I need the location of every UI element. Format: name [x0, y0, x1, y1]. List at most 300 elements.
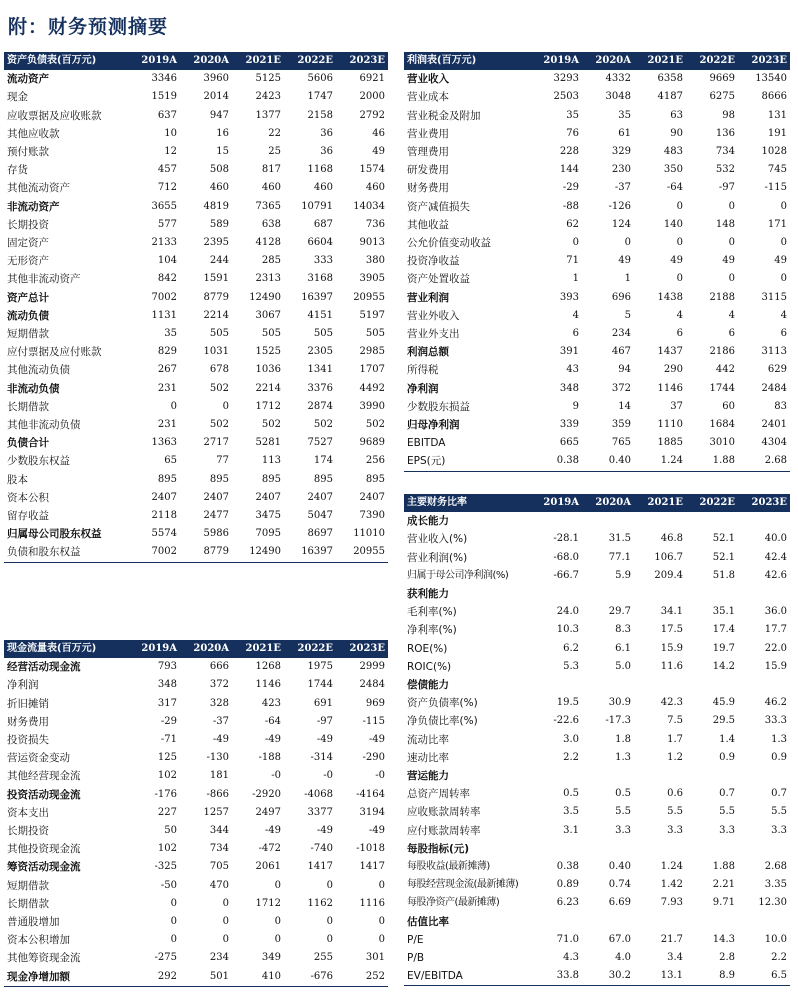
cell-value: 1110: [657, 419, 683, 431]
cell-value: 0: [780, 237, 787, 249]
row-label: EBITDA: [407, 437, 446, 450]
table-row: [404, 731, 790, 749]
cell-value: 4304: [761, 437, 787, 449]
cell-value: 267: [157, 364, 177, 376]
cell-value: 502: [313, 419, 333, 431]
cell-value: 1744: [709, 382, 735, 394]
cell-value: 3990: [359, 400, 385, 412]
row-label: 营运资金变动: [7, 752, 70, 765]
income-statement-table: [404, 52, 790, 472]
row-label: 普通股增加: [7, 916, 60, 929]
row-label: 偿债能力: [407, 679, 449, 692]
cell-value: 7.5: [667, 715, 683, 727]
table-row: [404, 198, 790, 216]
cell-value: 829: [157, 346, 177, 358]
cell-value: 2407: [359, 491, 385, 503]
cell-value: 2477: [203, 510, 229, 522]
cell-value: 460: [209, 182, 229, 194]
row-label: 财务费用: [407, 182, 449, 195]
table-row: [4, 179, 388, 197]
cell-value: 102: [157, 770, 177, 782]
cell-value: 705: [209, 861, 229, 873]
cell-value: 244: [209, 255, 229, 267]
row-label: ROIC(%): [407, 660, 452, 673]
row-label: 获利能力: [407, 588, 449, 601]
cell-value: 181: [209, 770, 229, 782]
cell-value: 19.7: [712, 642, 735, 654]
cell-value: 0: [170, 934, 177, 946]
row-label: 营业收入(%): [407, 533, 468, 546]
table-row: [4, 216, 388, 234]
table-row: [404, 530, 790, 548]
cell-value: -740: [310, 843, 333, 855]
table-row: [404, 567, 790, 585]
cell-value: 0.5: [615, 788, 631, 800]
cell-value: 3905: [359, 273, 385, 285]
cell-value: [634, 512, 686, 530]
cell-value: 2407: [203, 491, 229, 503]
cell-value: 532: [715, 164, 735, 176]
row-label: 资本公积增加: [7, 934, 70, 947]
year-header: 2019A: [530, 494, 582, 512]
cell-value: 0: [378, 879, 385, 891]
cell-value: 4: [572, 309, 579, 321]
year-header: 2021E: [634, 494, 686, 512]
cell-value: 6: [676, 328, 683, 340]
cell-value: 35: [566, 109, 579, 121]
row-label: 净利润: [7, 679, 39, 692]
row-label: 流动比率: [407, 733, 449, 746]
table-row: [404, 270, 790, 288]
row-label: 净利率(%): [407, 624, 457, 637]
table-row: [4, 107, 388, 125]
cell-value: 60: [722, 400, 735, 412]
table-row: [4, 70, 388, 88]
table-row: [4, 471, 388, 489]
row-label: 营业利润(%): [407, 551, 468, 564]
cell-value: 5.5: [771, 806, 787, 818]
row-label: 其他应收款: [7, 127, 60, 140]
cell-value: 0: [170, 400, 177, 412]
cell-value: -290: [362, 752, 385, 764]
cell-value: 191: [767, 127, 787, 139]
cell-value: [686, 840, 738, 858]
cell-value: 6: [572, 328, 579, 340]
cell-value: 4: [780, 309, 787, 321]
cell-value: 4: [676, 309, 683, 321]
cell-value: 3376: [307, 382, 333, 394]
cell-value: 8666: [761, 91, 787, 103]
cell-value: [634, 585, 686, 603]
cell-value: 256: [365, 455, 385, 467]
table-row: [4, 452, 388, 470]
table-row: [404, 749, 790, 767]
cell-value: 31.5: [608, 533, 631, 545]
cell-value: 502: [261, 419, 281, 431]
table-row: [404, 603, 790, 621]
cell-value: 895: [365, 473, 385, 485]
cell-value: 393: [559, 291, 579, 303]
cell-value: 11.6: [660, 660, 683, 672]
cell-value: -22.6: [553, 715, 579, 727]
year-header: 2019A: [128, 640, 180, 658]
cell-value: 0: [378, 916, 385, 928]
row-label: 资产负债率(%): [407, 697, 478, 710]
cell-value: 45.9: [712, 697, 735, 709]
cell-value: 36: [320, 127, 333, 139]
section-row: [404, 512, 790, 530]
cell-value: 0.7: [771, 788, 787, 800]
table-row: [404, 179, 790, 197]
cell-value: 9689: [359, 437, 385, 449]
cell-value: 17.5: [660, 624, 683, 636]
row-label: 资产处置收益: [407, 273, 470, 286]
table-row: [404, 380, 790, 398]
cell-value: 0: [222, 916, 229, 928]
cell-value: 49: [722, 255, 735, 267]
cell-value: 712: [157, 182, 177, 194]
cell-value: 2407: [307, 491, 333, 503]
cell-value: 329: [611, 146, 631, 158]
table-row: [4, 713, 388, 731]
cell-value: 6358: [657, 73, 683, 85]
cell-value: -64: [666, 182, 683, 194]
row-label: 所得税: [407, 364, 439, 377]
cell-value: 0: [624, 237, 631, 249]
cell-value: [738, 676, 790, 694]
table-row: [4, 489, 388, 507]
cell-value: -49: [316, 825, 333, 837]
row-label: 长期投资: [7, 218, 49, 231]
cell-value: 5.5: [719, 806, 735, 818]
cell-value: 2484: [359, 679, 385, 691]
cell-value: 37: [670, 400, 683, 412]
row-label: 流动负债: [7, 309, 49, 322]
row-label: 其他筹资现金流: [7, 952, 81, 965]
cell-value: 765: [611, 437, 631, 449]
table-header-row: [404, 494, 790, 512]
table-row: [404, 289, 790, 307]
cell-value: 76: [566, 127, 579, 139]
cell-value: 77: [216, 455, 229, 467]
table-row: [4, 822, 388, 840]
cell-value: 9013: [359, 237, 385, 249]
row-label: 归属母公司股东权益: [7, 528, 102, 541]
cell-value: -97: [718, 182, 735, 194]
cell-value: 61: [618, 127, 631, 139]
cell-value: 1.88: [712, 861, 735, 873]
table-row: [4, 913, 388, 931]
table-row: [4, 877, 388, 895]
cell-value: 5125: [255, 73, 281, 85]
cell-value: 0: [326, 934, 333, 946]
table-row: [404, 88, 790, 106]
cell-value: -1018: [356, 843, 385, 855]
cell-value: 1.8: [615, 733, 631, 745]
cell-value: 12.30: [758, 897, 787, 909]
cell-value: 505: [209, 328, 229, 340]
cell-value: 3067: [255, 309, 281, 321]
row-label: 归属于母公司净利润(%): [407, 569, 509, 581]
table-row: [4, 143, 388, 161]
cell-value: 20955: [353, 291, 385, 303]
table-row: [404, 70, 790, 88]
table-row: [4, 676, 388, 694]
section-row: [404, 767, 790, 785]
cell-value: 0: [326, 879, 333, 891]
table-row: [4, 543, 388, 562]
row-label: 其他流动负债: [7, 364, 70, 377]
table-header-row: [4, 640, 388, 658]
cell-value: 2158: [307, 109, 333, 121]
cell-value: 5.5: [667, 806, 683, 818]
cell-value: -28.1: [553, 533, 579, 545]
cell-value: [686, 676, 738, 694]
cell-value: [582, 840, 634, 858]
row-label: 营业利润: [407, 291, 449, 304]
cell-value: 1707: [359, 364, 385, 376]
cell-value: [582, 913, 634, 931]
cell-value: 7002: [151, 291, 177, 303]
row-label: 投资净收益: [407, 255, 460, 268]
cell-value: 2874: [307, 400, 333, 412]
cell-value: 817: [261, 164, 281, 176]
table-row: [404, 894, 790, 912]
table-header-label: 主要财务比率: [404, 494, 530, 512]
row-label: 流动资产: [7, 73, 49, 86]
cell-value: -314: [310, 752, 333, 764]
cell-value: 734: [715, 146, 735, 158]
cell-value: -4164: [356, 788, 385, 800]
table-row: [4, 731, 388, 749]
cell-value: 1363: [151, 437, 177, 449]
cell-value: 3.3: [667, 824, 683, 836]
table-row: [4, 786, 388, 804]
cell-value: 6921: [359, 73, 385, 85]
cell-value: [738, 585, 790, 603]
row-label: 其他非流动负债: [7, 419, 81, 432]
cell-value: 6604: [307, 237, 333, 249]
year-header: 2021E: [634, 52, 686, 70]
section-row: [404, 913, 790, 931]
table-row: [4, 88, 388, 106]
cell-value: 14: [618, 400, 631, 412]
cell-value: 508: [209, 164, 229, 176]
cell-value: 1417: [359, 861, 385, 873]
row-label: 毛利率(%): [407, 606, 457, 619]
cell-value: 460: [365, 182, 385, 194]
cell-value: 691: [313, 697, 333, 709]
row-label: 预付账款: [7, 146, 49, 159]
cell-value: 1.3: [771, 733, 787, 745]
cell-value: 3377: [307, 806, 333, 818]
cell-value: 467: [611, 346, 631, 358]
cell-value: 34.1: [660, 606, 683, 618]
cell-value: 2.2: [563, 751, 579, 763]
cell-value: 2313: [255, 273, 281, 285]
cell-value: -4068: [304, 788, 333, 800]
cell-value: 22.0: [764, 642, 787, 654]
cell-value: [686, 585, 738, 603]
cell-value: [634, 840, 686, 858]
row-label: 应付账款周转率: [407, 824, 481, 837]
cell-value: 0: [274, 916, 281, 928]
cell-value: [582, 767, 634, 785]
cell-value: 6.2: [563, 642, 579, 654]
cell-value: 666: [209, 661, 229, 673]
cell-value: 0.7: [719, 788, 735, 800]
cell-value: 14034: [353, 200, 385, 212]
table-header-row: [404, 52, 790, 70]
cell-value: 16397: [284, 543, 336, 562]
cell-value: 113: [261, 455, 281, 467]
cell-value: 6.23: [556, 897, 579, 909]
cell-value: 1116: [359, 897, 385, 909]
cell-value: 1574: [359, 164, 385, 176]
cell-value: 4128: [255, 237, 281, 249]
cell-value: 969: [365, 697, 385, 709]
cell-value: 35: [618, 109, 631, 121]
cell-value: 1417: [307, 861, 333, 873]
cell-value: 0: [676, 237, 683, 249]
cell-value: [582, 585, 634, 603]
cell-value: 0: [572, 237, 579, 249]
cell-value: 895: [157, 473, 177, 485]
cell-value: [738, 512, 790, 530]
cell-value: 2061: [255, 861, 281, 873]
cell-value: 7365: [255, 200, 281, 212]
cell-value: 15: [216, 146, 229, 158]
cell-value: 144: [559, 164, 579, 176]
cell-value: 90: [670, 127, 683, 139]
cell-value: 148: [715, 218, 735, 230]
row-label: 净负债比率(%): [407, 715, 478, 728]
cell-value: 36.0: [764, 606, 787, 618]
row-label: 其他经营现金流: [7, 770, 81, 783]
table-row: [404, 549, 790, 567]
row-label: 营业费用: [407, 127, 449, 140]
row-label: 股本: [7, 473, 28, 486]
table-row: [404, 967, 790, 986]
row-label: 筹资活动现金流: [7, 861, 81, 874]
row-label: 应付票据及应付账款: [7, 346, 102, 359]
cell-value: [634, 676, 686, 694]
cell-value: 52.1: [712, 533, 735, 545]
cell-value: 5: [624, 309, 631, 321]
cell-value: 33.3: [764, 715, 787, 727]
row-label: 经营活动现金流: [7, 661, 81, 674]
cell-value: 1438: [657, 291, 683, 303]
cell-value: 14.2: [712, 660, 735, 672]
table-row: [404, 325, 790, 343]
cell-value: [530, 913, 582, 931]
cell-value: -866: [206, 788, 229, 800]
row-label: 其他流动资产: [7, 182, 70, 195]
cell-value: 793: [157, 661, 177, 673]
cell-value: 0: [170, 916, 177, 928]
table-row: [404, 252, 790, 270]
table-row: [4, 343, 388, 361]
cell-value: -275: [154, 952, 177, 964]
cell-value: 1: [572, 273, 579, 285]
cell-value: 3.3: [771, 824, 787, 836]
cell-value: 947: [209, 109, 229, 121]
cell-value: 0: [780, 200, 787, 212]
row-label: 营业成本: [407, 91, 449, 104]
cell-value: -0: [323, 770, 333, 782]
cell-value: 1.4: [719, 733, 735, 745]
cell-value: 227: [157, 806, 177, 818]
cell-value: 442: [715, 364, 735, 376]
cell-value: -49: [368, 734, 385, 746]
cell-value: 42.3: [660, 697, 683, 709]
cell-value: 52.1: [712, 551, 735, 563]
table-row: [4, 858, 388, 876]
year-header: 2021E: [232, 52, 284, 70]
cell-value: 460: [313, 182, 333, 194]
row-label: 投资活动现金流: [7, 788, 81, 801]
cell-value: 734: [209, 843, 229, 855]
cell-value: 29.7: [608, 606, 631, 618]
cell-value: 42.4: [764, 551, 787, 563]
cell-value: 5.0: [615, 660, 631, 672]
cell-value: 10.0: [764, 933, 787, 945]
cell-value: 6: [780, 328, 787, 340]
cell-value: 124: [611, 218, 631, 230]
cell-value: 4187: [657, 91, 683, 103]
cell-value: 9669: [709, 73, 735, 85]
cell-value: -49: [264, 825, 281, 837]
table-row: [404, 803, 790, 821]
row-label: 其他投资现金流: [7, 843, 81, 856]
cell-value: [686, 512, 738, 530]
cell-value: 372: [611, 382, 631, 394]
row-label: 营业收入: [407, 73, 449, 86]
table-row: [404, 785, 790, 803]
cell-value: 0.74: [608, 879, 631, 891]
table-row: [4, 270, 388, 288]
cell-value: 665: [559, 437, 579, 449]
cell-value: [582, 512, 634, 530]
cell-value: 577: [157, 218, 177, 230]
cell-value: 317: [157, 697, 177, 709]
cell-value: 285: [261, 255, 281, 267]
cell-value: 1747: [307, 91, 333, 103]
cell-value: [530, 512, 582, 530]
cell-value: 98: [722, 109, 735, 121]
cell-value: 36: [320, 146, 333, 158]
table-row: [404, 621, 790, 639]
cell-value: 1028: [761, 146, 787, 158]
year-header: 2023E: [336, 640, 388, 658]
table-row: [4, 767, 388, 785]
cell-value: 328: [209, 697, 229, 709]
cell-value: 2395: [203, 237, 229, 249]
cell-value: 2.68: [764, 861, 787, 873]
table-row: [404, 107, 790, 125]
year-header: 2019A: [530, 52, 582, 70]
cell-value: 33.8: [530, 967, 582, 986]
balance-sheet-table: [4, 52, 388, 563]
cell-value: 2.2: [771, 952, 787, 964]
row-label: 每股指标(元): [407, 842, 470, 855]
cell-value: 895: [261, 473, 281, 485]
cell-value: [530, 585, 582, 603]
cell-value: 895: [313, 473, 333, 485]
table-row: [404, 143, 790, 161]
cell-value: 10: [164, 127, 177, 139]
cell-value: 1.42: [660, 879, 683, 891]
